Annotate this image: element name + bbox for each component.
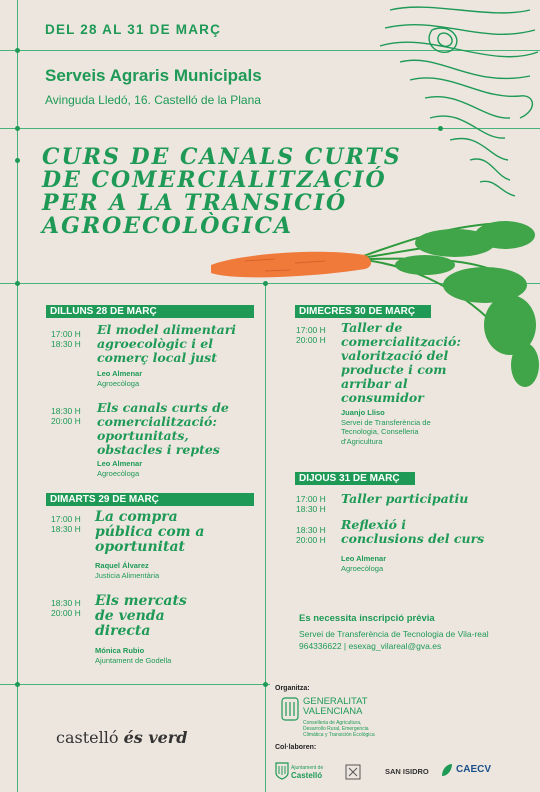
registration-details: Servei de Transferència de Tecnologia de Vila-real 964336622 | esexag_vilareal@gva.es <box>299 629 489 651</box>
session-time: 17:00 H 18:30 H <box>51 329 81 349</box>
course-title <box>42 146 462 238</box>
organizer-heading: Organitza: <box>275 685 310 692</box>
day-header-tuesday: DIMARTS 29 DE MARÇ <box>46 493 254 506</box>
session-time: 18:30 H 20:00 H <box>51 598 81 618</box>
session-speaker: Raquel Álvarez Justicia Alimentària <box>95 561 160 580</box>
cooperative-logo-icon <box>345 764 361 780</box>
title-line: PER A LA TRANSICIÓ <box>42 190 348 216</box>
session-title: Taller de comercialització: valorització del producte i com arribar al consumidor <box>341 320 461 405</box>
castello-es-verd-logo: castelló és verd <box>56 728 188 747</box>
san-isidro-logo: SAN ISIDRO <box>385 767 429 776</box>
venue-address: Avinguda Lledó, 16. Castelló de la Plana <box>45 93 261 107</box>
castello-crest-icon <box>275 762 289 780</box>
event-dates: DEL 28 AL 31 DE MARÇ <box>45 22 222 37</box>
session-speaker: Leo Almenar Agroecòloga <box>341 554 387 573</box>
session-speaker: Leo Almenar Agroecòloga <box>97 459 143 478</box>
title-line: AGROECOLÒGICA <box>42 213 294 239</box>
grid-dot <box>15 158 20 163</box>
session-title: Els mercats de venda directa <box>95 593 187 639</box>
registration-title: Es necessita inscripció prèvia <box>299 613 435 624</box>
session-title: Els canals curts de comercialització: oportunitats, obstacles i reptes <box>97 400 229 457</box>
session-time: 18:30 H 20:00 H <box>296 525 326 545</box>
grid-dot <box>15 48 20 53</box>
session-speaker: Leo Almenar Agroecòloga <box>97 369 143 388</box>
session-time: 17:00 H 20:00 H <box>296 325 326 345</box>
session-speaker: Mónica Rubio Ajuntament de Godella <box>95 646 172 665</box>
title-line: CURS DE CANALS CURTS <box>42 144 402 170</box>
session-title: La compra pública com a oportunitat <box>95 509 205 555</box>
caecv-logo: CAECV <box>456 764 492 775</box>
day-header-wednesday: DIMECRES 30 DE MARÇ <box>295 305 431 318</box>
grid-dot <box>15 682 20 687</box>
session-speaker: Juanjo Lliso Servei de Transferència de Tecnologia, Conselleria d'Agricultura <box>341 408 431 446</box>
session-title: Reflexió i conclusions del curs <box>341 517 485 546</box>
grid-line <box>0 684 270 685</box>
grid-dot <box>263 682 268 687</box>
session-time: 17:00 H 18:30 H <box>51 514 81 534</box>
generalitat-shield-icon <box>281 697 299 721</box>
ajuntament-castello-logo: Ajuntament de Castelló <box>291 765 324 780</box>
venue-name: Serveis Agraris Municipals <box>45 66 262 85</box>
session-title: El model alimentari agroecològic i el comerç local just <box>97 322 237 365</box>
session-title: Taller participatiu <box>341 491 469 506</box>
session-time: 18:30 H 20:00 H <box>51 406 81 426</box>
session-time: 17:00 H 18:30 H <box>296 494 326 514</box>
day-header-monday: DILLUNS 28 DE MARÇ <box>46 305 254 318</box>
grid-line <box>17 0 18 792</box>
day-header-thursday: DIJOUS 31 DE MARÇ <box>295 472 415 485</box>
generalitat-name: GENERALITAT VALENCIANA <box>303 696 368 717</box>
collaborators-heading: Col·laboren: <box>275 744 317 751</box>
title-line: DE COMERCIALITZACIÓ <box>42 167 387 193</box>
caecv-leaf-icon <box>440 762 454 778</box>
conselleria-name: Conselleria de Agricultura, Desarrollo Rural, Emergencia Climática y Transición Ecológica <box>303 720 375 738</box>
grid-dot <box>15 126 20 131</box>
grid-dot <box>15 281 20 286</box>
